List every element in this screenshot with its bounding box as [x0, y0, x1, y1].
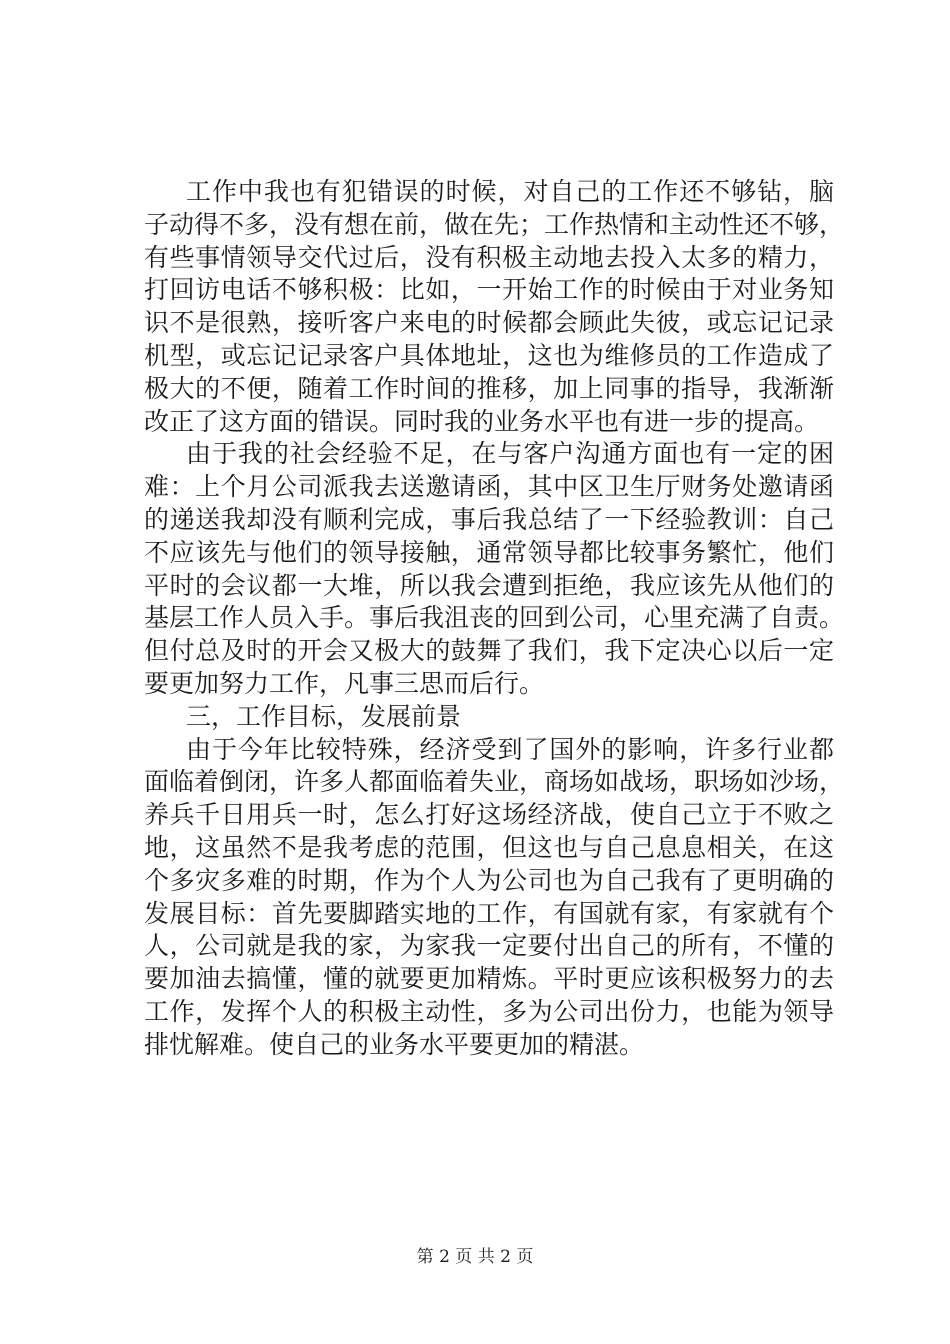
text-line: 识不是很熟，接听客户来电的时候都会顾此失彼，或忘记记录	[144, 308, 834, 338]
text-line: 难：上个月公司派我去送邀请函，其中区卫生厅财务处邀请函	[144, 472, 834, 502]
text-line: 要加油去搞懂，懂的就要更加精炼。平时更应该积极努力的去	[144, 964, 834, 994]
text-line: 极大的不便，随着工作时间的推移，加上同事的指导，我渐渐	[144, 373, 834, 403]
text-line: 机型，或忘记记录客户具体地址，这也为维修员的工作造成了	[144, 340, 834, 370]
text-line: 工作，发挥个人的积极主动性，多为公司出份力，也能为领导	[144, 996, 834, 1026]
text-line: 不应该先与他们的领导接触，通常领导都比较事务繁忙，他们	[144, 537, 834, 567]
text-line: 打回访电话不够积极：比如，一开始工作的时候由于对业务知	[144, 275, 834, 305]
text-line: 要更加努力工作，凡事三思而后行。	[144, 668, 545, 698]
text-line: 的递送我却没有顺利完成，事后我总结了一下经验教训：自己	[144, 504, 834, 534]
text-line: 发展目标：首先要脚踏实地的工作，有国就有家，有家就有个	[144, 898, 834, 928]
body-text	[144, 176, 845, 1062]
text-line: 养兵千日用兵一时，怎么打好这场经济战，使自己立于不败之	[144, 800, 834, 830]
text-line: 子动得不多，没有想在前，做在先；工作热情和主动性还不够，	[144, 209, 845, 239]
text-line: 基层工作人员入手。事后我沮丧的回到公司，心里充满了自责。	[144, 603, 845, 633]
text-line: 面临着倒闭，许多人都面临着失业，商场如战场，职场如沙场，	[144, 767, 845, 797]
text-line: 地，这虽然不是我考虑的范围，但这也与自己息息相关，在这	[144, 832, 834, 862]
text-line: 人，公司就是我的家，为家我一定要付出自己的所有，不懂的	[144, 931, 834, 961]
text-line: 工作中我也有犯错误的时候，对自己的工作还不够钻，脑	[186, 177, 834, 206]
text-line: 有些事情领导交代过后，没有积极主动地去投入太多的精力，	[144, 242, 834, 272]
text-line: 但付总及时的开会又极大的鼓舞了我们，我下定决心以后一定	[144, 636, 834, 666]
text-line: 平时的会议都一大堆，所以我会遭到拒绝，我应该先从他们的	[144, 570, 834, 600]
text-line: 三，工作目标，发展前景	[186, 701, 462, 731]
text-line: 由于今年比较特殊，经济受到了国外的影响，许多行业都	[186, 734, 834, 764]
page-footer: 第 2 页 共 2 页	[416, 1247, 534, 1267]
text-line: 改正了这方面的错误。同时我的业务水平也有进一步的提高。	[144, 406, 820, 436]
text-line: 排忧解难。使自己的业务水平要更加的精湛。	[144, 1029, 645, 1059]
text-line: 由于我的社会经验不足，在与客户沟通方面也有一定的困	[186, 439, 834, 469]
text-line: 个多灾多难的时期，作为个人为公司也为自己我有了更明确的	[144, 865, 834, 895]
